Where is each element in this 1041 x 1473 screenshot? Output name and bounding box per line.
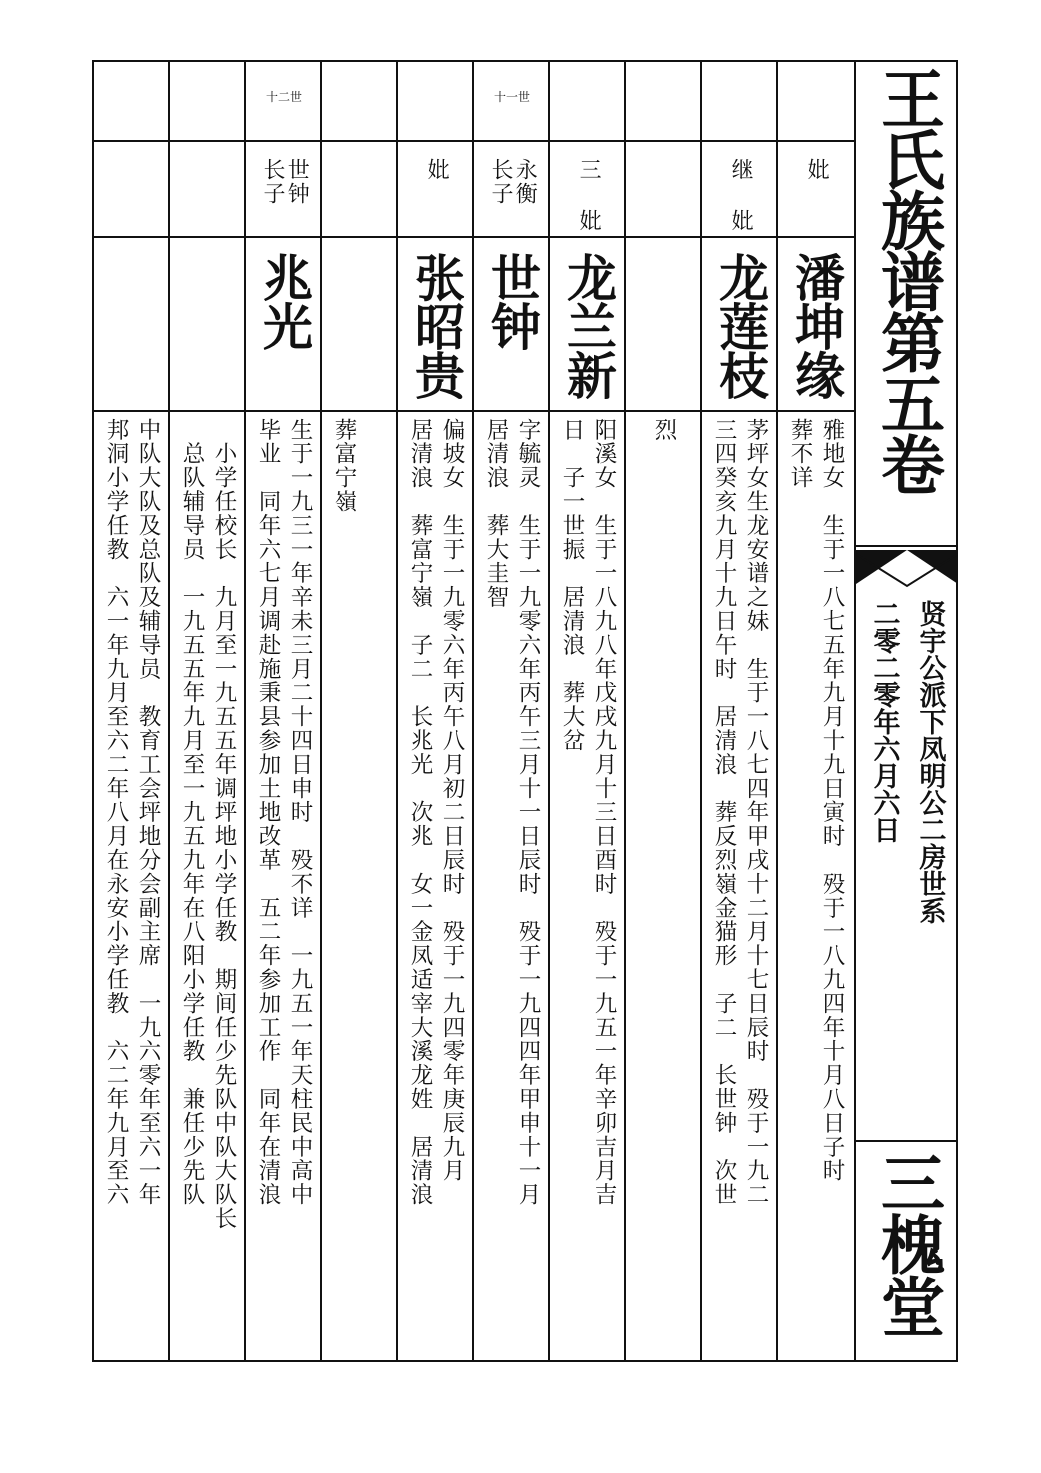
person-bio: 雅地女 生于一八七五年九月十九日寅时 殁于一八九四年十月八日子时 葬不详 xyxy=(787,418,845,1183)
person-name: 兆光 xyxy=(255,252,314,350)
relation-cell: 妣 xyxy=(804,158,830,182)
person-name xyxy=(626,236,702,410)
person-bio: 茅坪女生龙安谱之妹 生于一八七四年甲戌十二月十七日辰时 殁于一九二 三四癸亥九月十九日午时 居清浪 葬反烈嶺金猫形 子二 长世钟 次世 xyxy=(711,418,769,1207)
relation-cell: 三 妣 xyxy=(576,158,602,233)
generation-cell: 十一世 xyxy=(493,90,530,104)
relation-cell: 妣 xyxy=(424,158,450,182)
person-name: 龙兰新 xyxy=(559,252,618,399)
person-name: 潘坤缘 xyxy=(787,252,846,399)
person-name xyxy=(94,236,170,410)
person-bio: 阳溪女 生于一八九八年戊戌九月十三日酉时 殁于一九五一年辛卯吉月吉 日 子一世振 居清浪 葬大岔 xyxy=(559,418,617,1207)
relation-cell xyxy=(94,140,170,236)
generation-cell: 十二世 xyxy=(265,90,302,104)
person-bio: 字毓灵 生于一九零六年丙午三月十一日辰时 殁于一九四四年甲申十一月 居清浪 葬大圭智 xyxy=(483,418,541,1207)
hall-divider xyxy=(856,1140,958,1142)
relation-cell xyxy=(322,140,398,236)
person-bio: 葬富宁嶺 xyxy=(331,418,357,514)
relation-cell: 永衡 长子 xyxy=(488,158,538,206)
relation-cell: 世钟 长子 xyxy=(260,158,310,206)
relation-cell xyxy=(626,140,702,236)
fishtail-ornament xyxy=(856,544,958,588)
relation-cell: 继 妣 xyxy=(728,158,754,233)
generation-cell xyxy=(322,60,398,140)
compile-date: 二零二零年六月六日 xyxy=(868,600,900,843)
person-bio: 生于一九三一年辛未三月二十四日申时 殁不详 一九五一年天柱民中高中 毕业 同年六七月调赴施秉县参加土地改革 五二年参加工作 同年在清浪 xyxy=(255,418,313,1207)
person-name xyxy=(322,236,398,410)
person-name: 张昭贵 xyxy=(407,252,466,399)
person-bio: 偏坡女 生于一九零六年丙午八月初二日辰时 殁于一九四零年庚辰九月 居清浪 葬富宁嶺 子二 长兆光 次兆 女一金凤适宰大溪龙姓 居清浪 xyxy=(407,418,465,1207)
title-band xyxy=(856,60,958,1362)
person-bio: 小学任校长 九月至一九五五年调坪地小学任教 期间任少先队中队大队长 总队辅导员 一九五五年九月至一九五九年在八阳小学任教 兼任少先队 xyxy=(179,441,237,1231)
generation-cell xyxy=(626,60,702,140)
generation-cell xyxy=(702,60,778,140)
generation-cell xyxy=(398,60,474,140)
hall-name: 三槐堂 xyxy=(870,1150,945,1336)
book-title: 王氏族谱第五卷 xyxy=(870,66,945,493)
generation-cell xyxy=(778,60,854,140)
generation-cell xyxy=(170,60,246,140)
person-bio: 烈 xyxy=(651,418,677,442)
relation-cell xyxy=(170,140,246,236)
generation-cell xyxy=(94,60,170,140)
person-name: 龙莲枝 xyxy=(711,252,770,399)
person-bio: 中队大队及总队及辅导员 教育工会坪地分会副主席 一九六零年至六一年 邦洞小学任教 六一年九月至六二年八月在永安小学任教 六二年九月至六 xyxy=(103,418,161,1207)
person-name: 世钟 xyxy=(483,252,542,350)
branch-subtitle: 贤宇公派下凤明公二房世系 xyxy=(914,600,946,924)
person-name xyxy=(170,236,246,410)
generation-cell xyxy=(550,60,626,140)
